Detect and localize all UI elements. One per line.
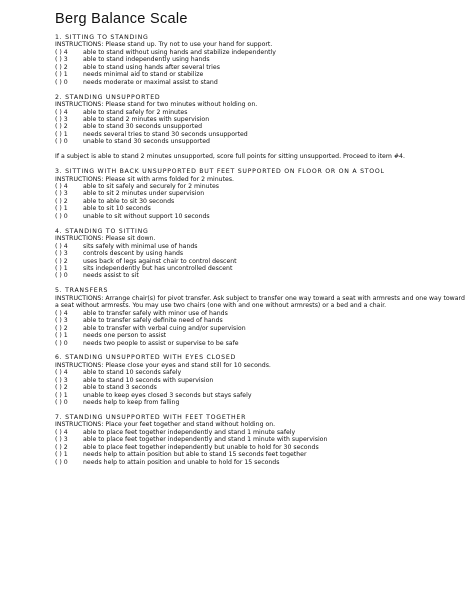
score-checkbox[interactable]: ( ) 4 [55, 309, 68, 317]
scoring-note: If a subject is able to stand 2 minutes unsupported, score full points for sitting unsupported. Proceed to item #4. [55, 153, 405, 161]
score-checkbox[interactable]: ( ) 2 [55, 123, 68, 131]
score-description: needs help to keep from falling [83, 399, 180, 407]
score-description: sits safely with minimal use of hands [83, 242, 198, 250]
score-description: unable to sit without support 10 seconds [83, 212, 210, 220]
score-option [55, 340, 467, 347]
score-description: unable to keep eyes closed 3 seconds but stays safely [83, 391, 252, 399]
score-option [55, 429, 467, 436]
score-checkbox[interactable]: ( ) 0 [55, 78, 68, 86]
score-checkbox[interactable]: ( ) 3 [55, 317, 68, 325]
score-description: able to stand 30 seconds unsupported [83, 123, 203, 131]
score-option [55, 272, 467, 279]
score-description: uses back of legs against chair to control descent [83, 257, 237, 265]
score-option [55, 369, 467, 376]
score-description: needs minimal aid to stand or stabilize [83, 71, 204, 79]
score-option [55, 183, 467, 190]
score-option [55, 459, 467, 466]
item-instructions: INSTRUCTIONS: Place your feet together and stand without holding on. [55, 421, 276, 429]
score-option [55, 116, 467, 123]
score-checkbox[interactable]: ( ) 1 [55, 332, 68, 340]
score-option [55, 79, 467, 86]
score-option [55, 317, 467, 324]
item-section [55, 34, 467, 86]
score-option [55, 436, 467, 443]
score-option [55, 49, 467, 56]
score-description: able to stand 10 seconds safely [83, 369, 182, 377]
score-option [55, 243, 467, 250]
score-checkbox[interactable]: ( ) 0 [55, 458, 68, 466]
score-option [55, 444, 467, 451]
item-heading: 6. STANDING UNSUPPORTED WITH EYES CLOSED [55, 354, 237, 362]
score-description: needs two people to assist or supervise to be safe [83, 339, 239, 347]
item-heading: 3. SITTING WITH BACK UNSUPPORTED BUT FEET SUPPORTED ON FLOOR OR ON A STOOL [55, 168, 385, 176]
score-checkbox[interactable]: ( ) 3 [55, 56, 68, 64]
score-option [55, 258, 467, 265]
score-checkbox[interactable]: ( ) 4 [55, 369, 68, 377]
score-description: able to sit safely and securely for 2 minutes [83, 183, 220, 191]
document-body [55, 34, 467, 474]
score-checkbox[interactable]: ( ) 0 [55, 399, 68, 407]
score-checkbox[interactable]: ( ) 4 [55, 242, 68, 250]
score-option [55, 332, 467, 339]
page-title: Berg Balance Scale [55, 11, 188, 27]
item-instructions: INSTRUCTIONS: Please sit with arms folded for 2 minutes. [55, 175, 235, 183]
item-heading: 4. STANDING TO SITTING [55, 227, 149, 235]
score-description: sits independently but has uncontrolled descent [83, 264, 233, 272]
score-option [55, 399, 467, 406]
score-description: able to transfer safely definite need of hands [83, 317, 223, 325]
score-option [55, 131, 467, 138]
item-instructions: INSTRUCTIONS: Please stand up. Try not to use your hand for support. [55, 41, 273, 49]
score-option [55, 451, 467, 458]
score-option [55, 325, 467, 332]
score-option [55, 138, 467, 145]
item-heading: 2. STANDING UNSUPPORTED [55, 93, 161, 101]
score-option [55, 377, 467, 384]
score-option [55, 190, 467, 197]
score-option [55, 384, 467, 391]
score-checkbox[interactable]: ( ) 3 [55, 115, 68, 123]
score-checkbox[interactable]: ( ) 2 [55, 63, 68, 71]
score-description: unable to stand 30 seconds unsupported [83, 138, 210, 146]
score-description: able to transfer safely with minor use of hands [83, 309, 228, 317]
item-section [55, 354, 467, 406]
score-option [55, 123, 467, 130]
score-description: needs assist to sit [83, 272, 139, 280]
score-checkbox[interactable]: ( ) 1 [55, 205, 68, 213]
score-description: able to transfer with verbal cuing and/or supervision [83, 324, 246, 332]
score-description: able to sit 2 minutes under supervision [83, 190, 205, 198]
score-checkbox[interactable]: ( ) 1 [55, 451, 68, 459]
score-checkbox[interactable]: ( ) 2 [55, 257, 68, 265]
item-section [55, 228, 467, 280]
score-checkbox[interactable]: ( ) 2 [55, 443, 68, 451]
score-description: able to stand independently using hands [83, 56, 210, 64]
score-description: controls descent by using hands [83, 250, 184, 258]
score-description: able to stand 3 seconds [83, 384, 157, 392]
score-checkbox[interactable]: ( ) 0 [55, 138, 68, 146]
score-description: able to stand 2 minutes with supervision [83, 115, 210, 123]
item-heading: 7. STANDING UNSUPPORTED WITH FEET TOGETHER [55, 414, 247, 421]
score-checkbox[interactable]: ( ) 1 [55, 130, 68, 138]
score-checkbox[interactable]: ( ) 0 [55, 339, 68, 347]
score-checkbox[interactable]: ( ) 2 [55, 197, 68, 205]
item-instructions: INSTRUCTIONS: Please stand for two minutes without holding on. [55, 101, 258, 109]
score-checkbox[interactable]: ( ) 1 [55, 264, 68, 272]
score-checkbox[interactable]: ( ) 0 [55, 212, 68, 220]
score-checkbox[interactable]: ( ) 4 [55, 428, 68, 436]
score-checkbox[interactable]: ( ) 2 [55, 384, 68, 392]
score-option [55, 109, 467, 116]
score-checkbox[interactable]: ( ) 4 [55, 108, 68, 116]
score-description: able to place feet together independently and stand 1 minute with supervision [83, 436, 328, 444]
score-description: able to stand 10 seconds with supervision [83, 376, 214, 384]
score-description: able to place feet together independently but unable to hold for 30 seconds [83, 443, 319, 451]
score-checkbox[interactable]: ( ) 2 [55, 324, 68, 332]
item-instructions: INSTRUCTIONS: Please sit down. [55, 235, 156, 243]
score-description: able to place feet together independently and stand 1 minute safely [83, 428, 296, 436]
score-description: needs one person to assist [83, 332, 167, 340]
item-section [55, 94, 467, 146]
score-checkbox[interactable]: ( ) 0 [55, 272, 68, 280]
score-description: able to able to sit 30 seconds [83, 197, 175, 205]
item-section [55, 287, 467, 347]
item-instructions: INSTRUCTIONS: Arrange chair(s) for pivot transfer. Ask subject to transfer one way toward a seat with armrests and one way toward a seat without armrests. You may use two chairs (one with and one without armrests) or a bed and a chair. [55, 294, 465, 310]
score-option [55, 71, 467, 78]
score-option [55, 198, 467, 205]
score-option [55, 56, 467, 63]
score-option [55, 64, 467, 71]
score-description: needs several tries to stand 30 seconds unsupported [83, 130, 248, 138]
score-option [55, 310, 467, 317]
item-section [55, 414, 467, 466]
score-description: needs help to attain position and unable to hold for 15 seconds [83, 458, 280, 466]
score-description: able to stand without using hands and stabilize independently [83, 48, 276, 56]
score-description: needs moderate or maximal assist to stand [83, 78, 218, 86]
score-option [55, 213, 467, 220]
score-checkbox[interactable]: ( ) 3 [55, 190, 68, 198]
item-instructions: INSTRUCTIONS: Please close your eyes and stand still for 10 seconds. [55, 361, 271, 369]
score-checkbox[interactable]: ( ) 4 [55, 48, 68, 56]
item-heading: 1. SITTING TO STANDING [55, 34, 149, 41]
score-checkbox[interactable]: ( ) 4 [55, 183, 68, 191]
score-description: able to stand safely for 2 minutes [83, 108, 188, 116]
score-checkbox[interactable]: ( ) 3 [55, 436, 68, 444]
score-description: able to stand using hands after several tries [83, 63, 220, 71]
score-checkbox[interactable]: ( ) 3 [55, 376, 68, 384]
score-option [55, 392, 467, 399]
score-option [55, 205, 467, 212]
score-checkbox[interactable]: ( ) 1 [55, 71, 68, 79]
item-heading: 5. TRANSFERS [55, 287, 109, 295]
score-option [55, 250, 467, 257]
score-checkbox[interactable]: ( ) 1 [55, 391, 68, 399]
score-description: needs help to attain position but able to stand 15 seconds feet together [83, 451, 307, 459]
score-checkbox[interactable]: ( ) 3 [55, 250, 68, 258]
item-section [55, 168, 467, 220]
score-description: able to sit 10 seconds [83, 205, 151, 213]
score-option [55, 265, 467, 272]
